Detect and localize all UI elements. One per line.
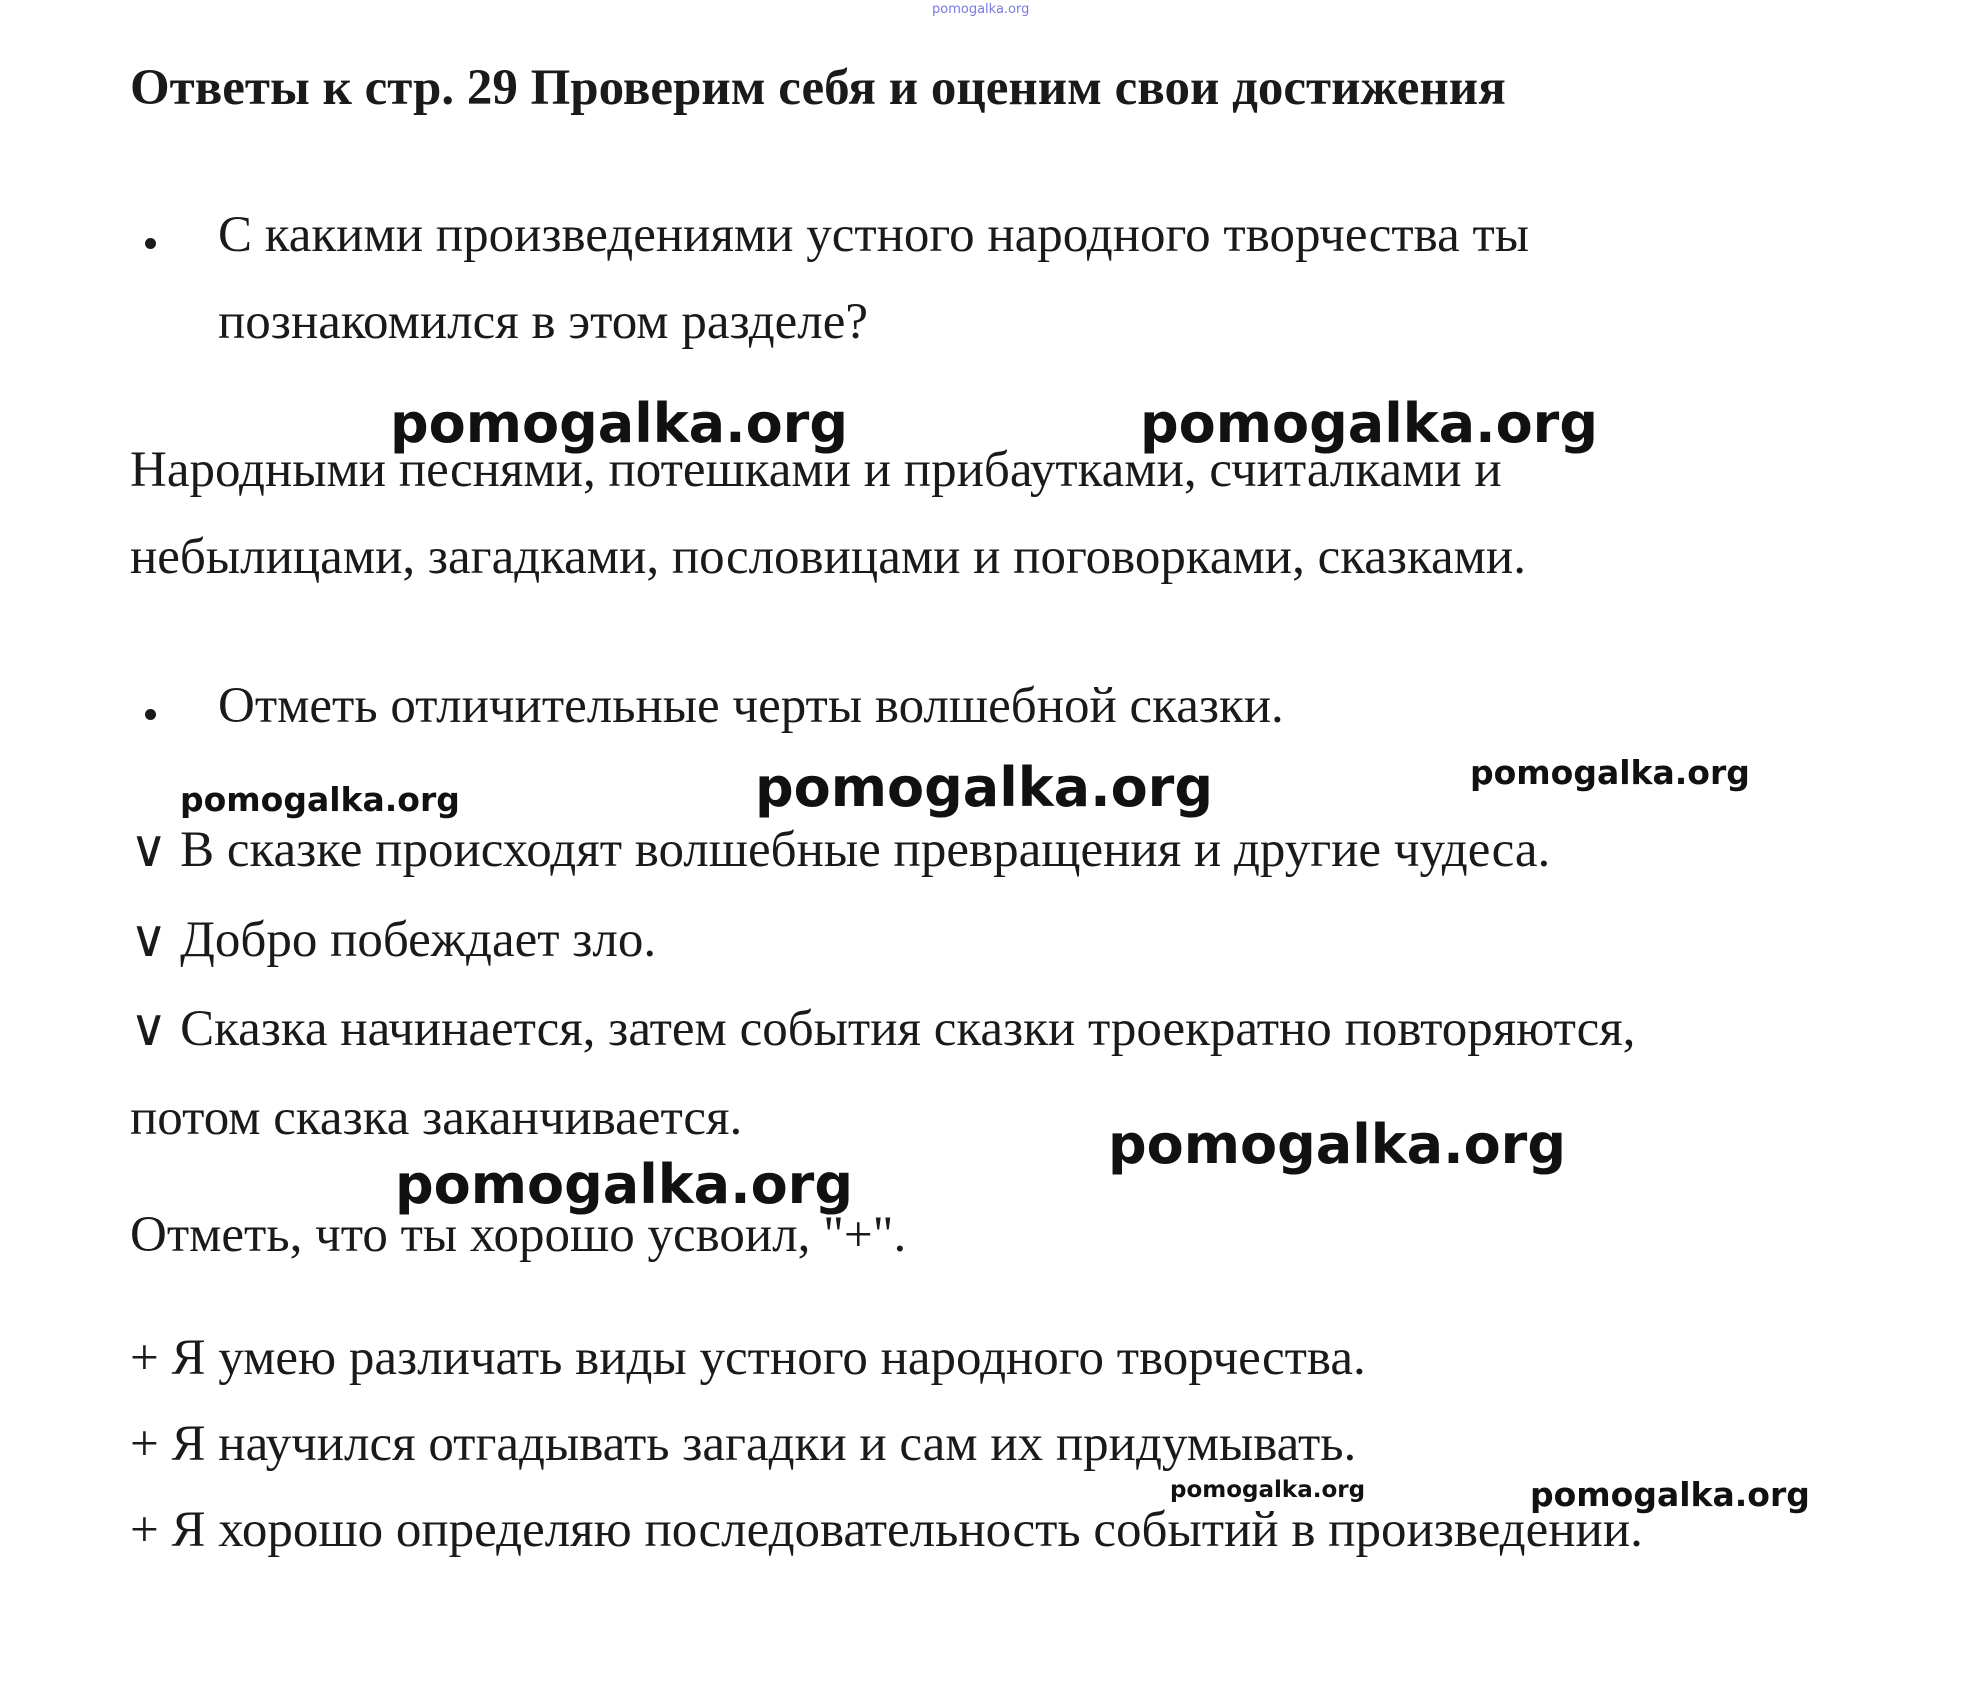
bullet-icon	[145, 238, 156, 249]
page-title: Ответы к стр. 29 Проверим себя и оценим свои достижения	[130, 60, 1506, 116]
watermark: pomogalka.org	[1530, 1475, 1810, 1514]
question-1-line-1: С какими произведениями устного народного творчества ты	[218, 207, 1530, 263]
feature-item: ∨ Сказка начинается, затем события сказки троекратно повторяются,	[130, 1001, 1636, 1057]
feature-item: потом сказка заканчивается.	[130, 1090, 743, 1146]
answer-1-line-2: небылицами, загадками, пословицами и поговорками, сказками.	[130, 529, 1526, 585]
instruction-text: Отметь, что ты хорошо усвоил, "+".	[130, 1207, 907, 1263]
achievement-item: + Я научился отгадывать загадки и сам их придумывать.	[130, 1416, 1357, 1472]
watermark: pomogalka.org	[755, 756, 1213, 819]
watermark: pomogalka.org	[395, 1153, 853, 1216]
header-watermark: pomogalka.org	[932, 2, 1030, 17]
bullet-icon	[145, 709, 156, 720]
watermark: pomogalka.org	[1470, 753, 1750, 792]
watermark: pomogalka.org	[390, 392, 848, 455]
question-1-line-2: познакомился в этом разделе?	[218, 294, 869, 350]
answer-1-line-1: Народными песнями, потешками и прибаутками, считалками и	[130, 442, 1502, 498]
watermark: pomogalka.org	[1108, 1113, 1566, 1176]
feature-item: ∨ Добро побеждает зло.	[130, 912, 657, 968]
question-2: Отметь отличительные черты волшебной сказки.	[218, 678, 1284, 734]
achievement-item: + Я хорошо определяю последовательность событий в произведении.	[130, 1502, 1643, 1558]
achievement-item: + Я умею различать виды устного народного творчества.	[130, 1330, 1366, 1386]
watermark: pomogalka.org	[180, 780, 460, 819]
feature-item: ∨ В сказке происходят волшебные превращения и другие чудеса.	[130, 822, 1551, 878]
watermark: pomogalka.org	[1140, 392, 1598, 455]
watermark: pomogalka.org	[1170, 1477, 1366, 1503]
